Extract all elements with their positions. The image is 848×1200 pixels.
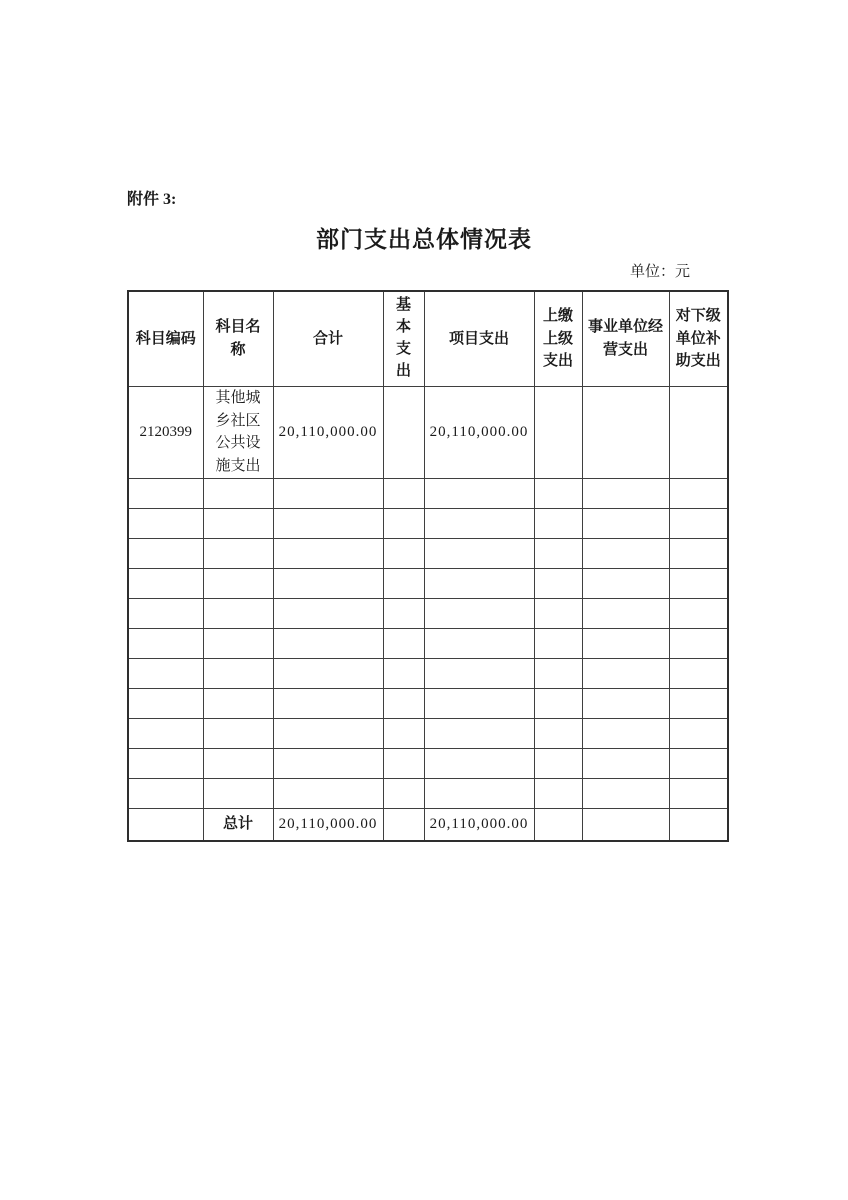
empty-row	[128, 658, 728, 688]
empty-row-cell-basic	[383, 658, 424, 688]
empty-row-cell-subsidy	[669, 778, 728, 808]
empty-row-cell-subsidy	[669, 718, 728, 748]
empty-row-cell-upper_level	[534, 508, 582, 538]
empty-row-cell-operating	[582, 478, 669, 508]
expenditure-overview-table	[127, 290, 729, 842]
empty-row-cell-upper_level	[534, 688, 582, 718]
empty-row-cell-basic	[383, 748, 424, 778]
empty-row-cell-project	[424, 778, 534, 808]
empty-row-cell-subsidy	[669, 538, 728, 568]
data-row-cell-basic	[383, 386, 424, 478]
empty-row-cell-project	[424, 748, 534, 778]
empty-row-cell-subsidy	[669, 748, 728, 778]
empty-row-cell-code	[128, 688, 203, 718]
total-row-cell-basic	[383, 808, 424, 841]
empty-row-cell-upper_level	[534, 658, 582, 688]
header-cell-project: 项目支出	[424, 291, 534, 386]
page-title: 部门支出总体情况表	[316, 227, 532, 252]
empty-row-cell-upper_level	[534, 598, 582, 628]
header-cell-basic	[383, 291, 424, 386]
empty-row-cell-operating	[582, 748, 669, 778]
empty-row-cell-name	[203, 658, 273, 688]
total-row	[128, 808, 728, 841]
header-cell-code: 科目编码	[128, 291, 203, 386]
header-cell-total: 合计	[273, 291, 383, 386]
empty-row-cell-name	[203, 718, 273, 748]
vertical-char: 基	[395, 297, 411, 314]
empty-row-cell-code	[128, 568, 203, 598]
empty-row-cell-basic	[383, 718, 424, 748]
total-row-cell-subsidy	[669, 808, 728, 841]
empty-row-cell-basic	[383, 538, 424, 568]
total-row-cell-name: 总计	[203, 808, 273, 841]
empty-row-cell-code	[128, 718, 203, 748]
vertical-char: 本	[395, 319, 411, 335]
empty-row-cell-total	[273, 598, 383, 628]
empty-row	[128, 538, 728, 568]
empty-row-cell-total	[273, 538, 383, 568]
header-row	[128, 291, 728, 386]
empty-row-cell-upper_level	[534, 718, 582, 748]
empty-row-cell-code	[128, 478, 203, 508]
empty-row-cell-operating	[582, 508, 669, 538]
empty-row-cell-subsidy	[669, 628, 728, 658]
empty-row	[128, 688, 728, 718]
empty-row-cell-basic	[383, 628, 424, 658]
empty-row-cell-total	[273, 628, 383, 658]
table-header	[128, 291, 728, 386]
empty-row-cell-basic	[383, 508, 424, 538]
total-row-cell-total: 20,110,000.00	[273, 808, 383, 841]
empty-row-cell-subsidy	[669, 658, 728, 688]
empty-row-cell-upper_level	[534, 628, 582, 658]
empty-row-cell-operating	[582, 568, 669, 598]
empty-row-cell-operating	[582, 598, 669, 628]
vertical-char: 出	[395, 362, 411, 379]
empty-row-cell-operating	[582, 688, 669, 718]
empty-row-cell-name	[203, 748, 273, 778]
empty-row-cell-project	[424, 688, 534, 718]
table-body	[128, 386, 728, 841]
empty-row-cell-upper_level	[534, 538, 582, 568]
empty-row	[128, 478, 728, 508]
empty-row	[128, 508, 728, 538]
unit-label: 单位：元	[629, 264, 690, 280]
empty-row	[128, 568, 728, 598]
empty-row-cell-operating	[582, 718, 669, 748]
empty-row-cell-upper_level	[534, 478, 582, 508]
empty-row-cell-project	[424, 568, 534, 598]
header-cell-name: 科目名称	[203, 291, 273, 386]
total-row-cell-upper_level	[534, 808, 582, 841]
empty-row-cell-project	[424, 538, 534, 568]
total-row-cell-operating	[582, 808, 669, 841]
empty-row-cell-operating	[582, 658, 669, 688]
empty-row-cell-total	[273, 718, 383, 748]
empty-row-cell-project	[424, 598, 534, 628]
header-cell-upper_level: 上缴上级支出	[534, 291, 582, 386]
vertical-char: 支	[395, 340, 411, 357]
empty-row-cell-upper_level	[534, 748, 582, 778]
empty-row-cell-basic	[383, 568, 424, 598]
empty-row-cell-total	[273, 748, 383, 778]
data-row-cell-project: 20,110,000.00	[424, 386, 534, 478]
empty-row-cell-code	[128, 628, 203, 658]
empty-row	[128, 718, 728, 748]
empty-row-cell-code	[128, 508, 203, 538]
empty-row-cell-subsidy	[669, 478, 728, 508]
empty-row-cell-operating	[582, 628, 669, 658]
data-row-cell-code: 2120399	[128, 386, 203, 478]
empty-row-cell-name	[203, 538, 273, 568]
empty-row-cell-basic	[383, 478, 424, 508]
total-row-cell-code	[128, 808, 203, 841]
empty-row-cell-subsidy	[669, 508, 728, 538]
header-cell-subsidy: 对下级单位补助支出	[669, 291, 728, 386]
empty-row-cell-basic	[383, 688, 424, 718]
data-row	[128, 386, 728, 478]
empty-row-cell-name	[203, 478, 273, 508]
empty-row-cell-project	[424, 508, 534, 538]
header-cell-operating: 事业单位经营支出	[582, 291, 669, 386]
empty-row	[128, 748, 728, 778]
empty-row-cell-subsidy	[669, 688, 728, 718]
empty-row-cell-upper_level	[534, 778, 582, 808]
empty-row-cell-name	[203, 688, 273, 718]
empty-row-cell-project	[424, 718, 534, 748]
data-row-cell-name: 其他城乡社区公共设施支出	[203, 386, 273, 478]
empty-row-cell-subsidy	[669, 568, 728, 598]
empty-row-cell-operating	[582, 778, 669, 808]
empty-row-cell-name	[203, 598, 273, 628]
empty-row-cell-upper_level	[534, 568, 582, 598]
data-row-cell-upper_level	[534, 386, 582, 478]
empty-row-cell-code	[128, 778, 203, 808]
empty-row-cell-name	[203, 508, 273, 538]
empty-row-cell-total	[273, 478, 383, 508]
empty-row-cell-project	[424, 628, 534, 658]
empty-row-cell-name	[203, 568, 273, 598]
empty-row-cell-subsidy	[669, 598, 728, 628]
total-row-cell-project: 20,110,000.00	[424, 808, 534, 841]
empty-row-cell-code	[128, 598, 203, 628]
empty-row-cell-code	[128, 658, 203, 688]
data-row-cell-operating	[582, 386, 669, 478]
empty-row-cell-project	[424, 478, 534, 508]
empty-row	[128, 628, 728, 658]
empty-row-cell-operating	[582, 538, 669, 568]
empty-row-cell-name	[203, 778, 273, 808]
empty-row-cell-project	[424, 658, 534, 688]
empty-row-cell-total	[273, 568, 383, 598]
empty-row-cell-basic	[383, 778, 424, 808]
empty-row-cell-total	[273, 508, 383, 538]
empty-row-cell-code	[128, 538, 203, 568]
empty-row-cell-total	[273, 778, 383, 808]
data-row-cell-total: 20,110,000.00	[273, 386, 383, 478]
empty-row-cell-name	[203, 628, 273, 658]
empty-row-cell-basic	[383, 598, 424, 628]
data-row-cell-subsidy	[669, 386, 728, 478]
empty-row-cell-total	[273, 688, 383, 718]
empty-row-cell-total	[273, 658, 383, 688]
empty-row-cell-code	[128, 748, 203, 778]
empty-row	[128, 778, 728, 808]
attachment-label: 附件 3:	[127, 191, 177, 208]
empty-row	[128, 598, 728, 628]
